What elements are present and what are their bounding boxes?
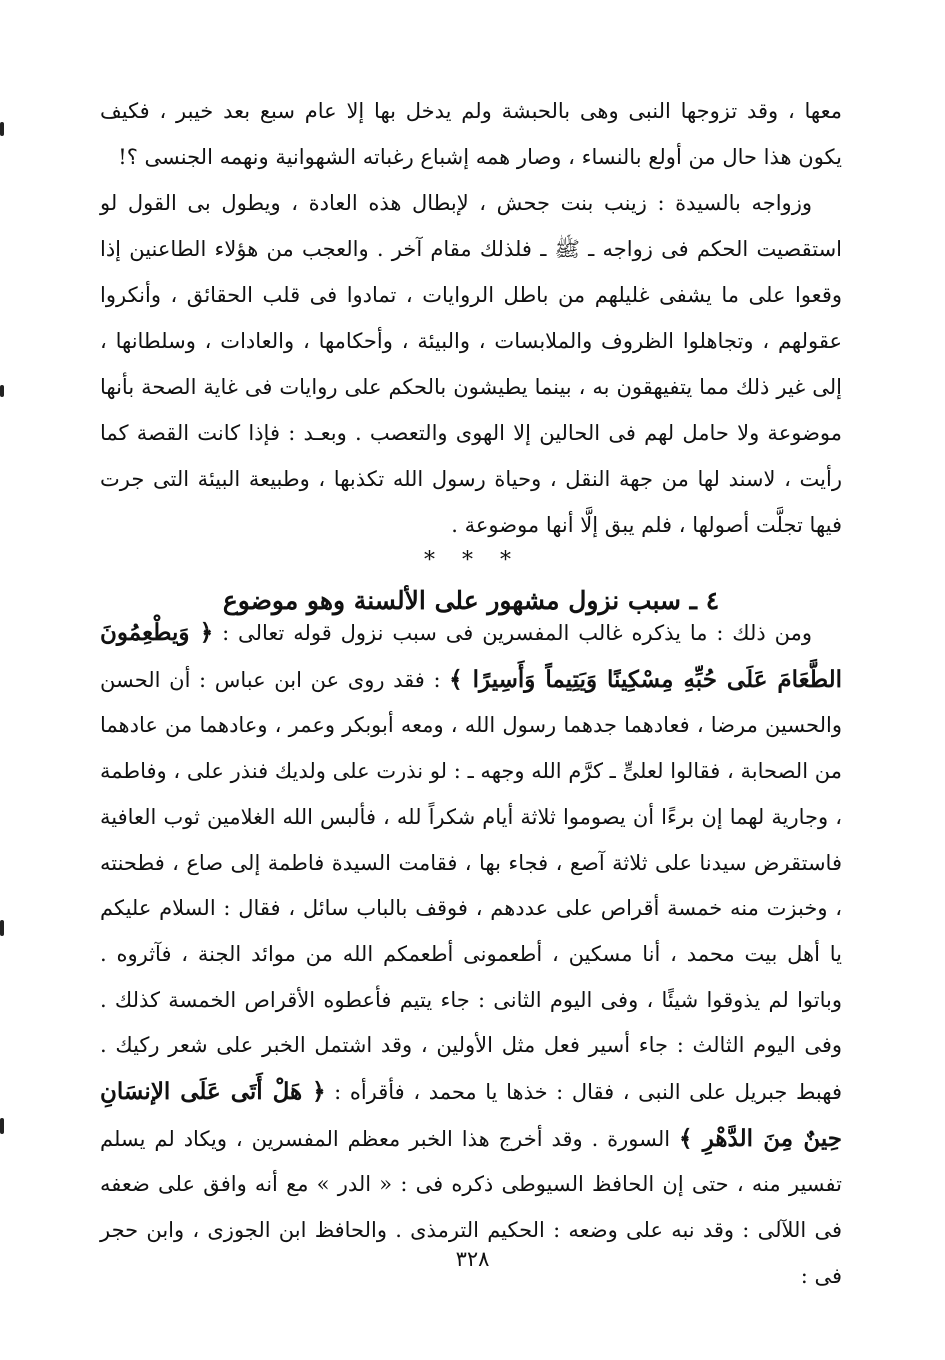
paragraph-1: معها ، وقد تزوجها النبى وهى بالحبشة ولم يدخل بها إلا عام سبع بعد خيبر ، فكيف يكون هذا حال من أولع بالنساء ، وصار همه إشباع رغباته الشهوانية ونهمه الجنسى ؟! (100, 99, 842, 169)
quran-verse-2: ﴿ هَلْ أَتَى عَلَى الإنسَانِ حِينٌ مِنَ الدَّهْرِ ﴾ (100, 1078, 842, 1152)
paragraph-2: وزواجه بالسيدة : زينب بنت جحش ، لإبطال هذه العادة ، ويطول بى القول لو استقصيت الحكم فى زواجه ـ ﷺ ـ فلذلك مقام آخر . والعجب من هؤلاء الطاعنين إذا وقعوا على ما يشفى غليلهم من باطل الروايات ، تمادوا فى قلب الحقائق ، وأنكروا عقولهم ، وتجاهلوا الظروف والملابسات ، والبيئة ، وأحكامها ، والعادات ، وسلطانها ، إلى غير ذلك مما يتفيهقون به ، بينما يطيشون بالحكم على روايات فى غاية الصحة بأنها موضوعة ولا حامل لهم فى الحالين إلا الهوى والتعصب . وبعـد : فإذا كانت القصة كما رأيت ، لاسند لها من جهة النقل ، وحياة رسول الله تكذبها ، وطبيعة البيئة التى جرت فيها تجلَّت أصولها ، فلم يبق إلَّا أنها موضوعة . (100, 191, 842, 537)
paragraph-3-intro: ومن ذلك : ما يذكره غالب المفسرين فى سبب نزول قوله تعالى : (213, 621, 812, 645)
section-heading: ٤ ـ سبب نزول مشهور على الألسنة وهو موضوع (222, 586, 720, 615)
scan-edge-mark (0, 1118, 4, 1134)
paragraph-3-narration: : فقد روى عن ابن عباس : أن الحسن والحسين مرضا ، فعادهما جدهما رسول الله ، ومعه أبوبكر وعمر ، وعادهما من عادهما من الصحابة ، فقالوا لعلىٍّ ـ كرَّم الله وجهه ـ : لو نذرت على ولديك فنذر على ، وفاطمة ، وجارية لهما إن برءًا أن يصوموا ثلاثة أيام شكراً لله ، فألبس الله الغلامين ثوب العافية فاستقرض سيدنا على ثلاثة آصع ، فجاء بها ، فقامت السيدة فاطمة إلى صاع ، فطحنته ، وخبزت منه خمسة أقراص على عددهم ، فوقف بالباب سائل ، فقال : السلام عليكم يا أهل بيت محمد ، أنا مسكين ، أطعمونى أطعمكم الله من موائد الجنة ، فآثروه . وباتوا لم يذوقوا شيئًا ، وفى اليوم الثانى : جاء يتيم فأعطوه الأقراص الخمسة كذلك . وفى اليوم الثالث : جاء أسير فعل مثل الأولين ، وقد اشتمل الخبر على شعر ركيك . فهبط جبريل على النبى ، فقال : خذها يا محمد ، فأقرأه : (100, 667, 842, 1105)
opening-passage (100, 88, 842, 548)
scan-edge-mark (0, 920, 4, 936)
scan-edge-mark (0, 122, 4, 136)
scan-edge-mark (0, 385, 4, 397)
page-number: ٣٢٨ (455, 1247, 490, 1271)
paragraph-3 (100, 610, 842, 1300)
paragraph-3-conclusion: السورة . وقد أخرج هذا الخبر معظم المفسرين ، ويكاد لم يسلم تفسير منه ، حتى إن الحافظ السيوطى ذكره فى : « الدر » مع أنه وافق على ضعفه فى اللآلى : وقد نبه على وضعه : الحكيم الترمذى . والحافظ ابن الجوزى ، وابن حجر فى : (100, 1126, 842, 1288)
section-separator: * * * (424, 548, 521, 573)
section-body (100, 610, 842, 1300)
quran-verse-1: ﴿ وَيطْعِمُونَ الطَّعَامَ عَلَى حُبِّهِ مِسْكِينًا وَيَتِيماً وَأَسِيرًا ﴾ (100, 619, 842, 693)
